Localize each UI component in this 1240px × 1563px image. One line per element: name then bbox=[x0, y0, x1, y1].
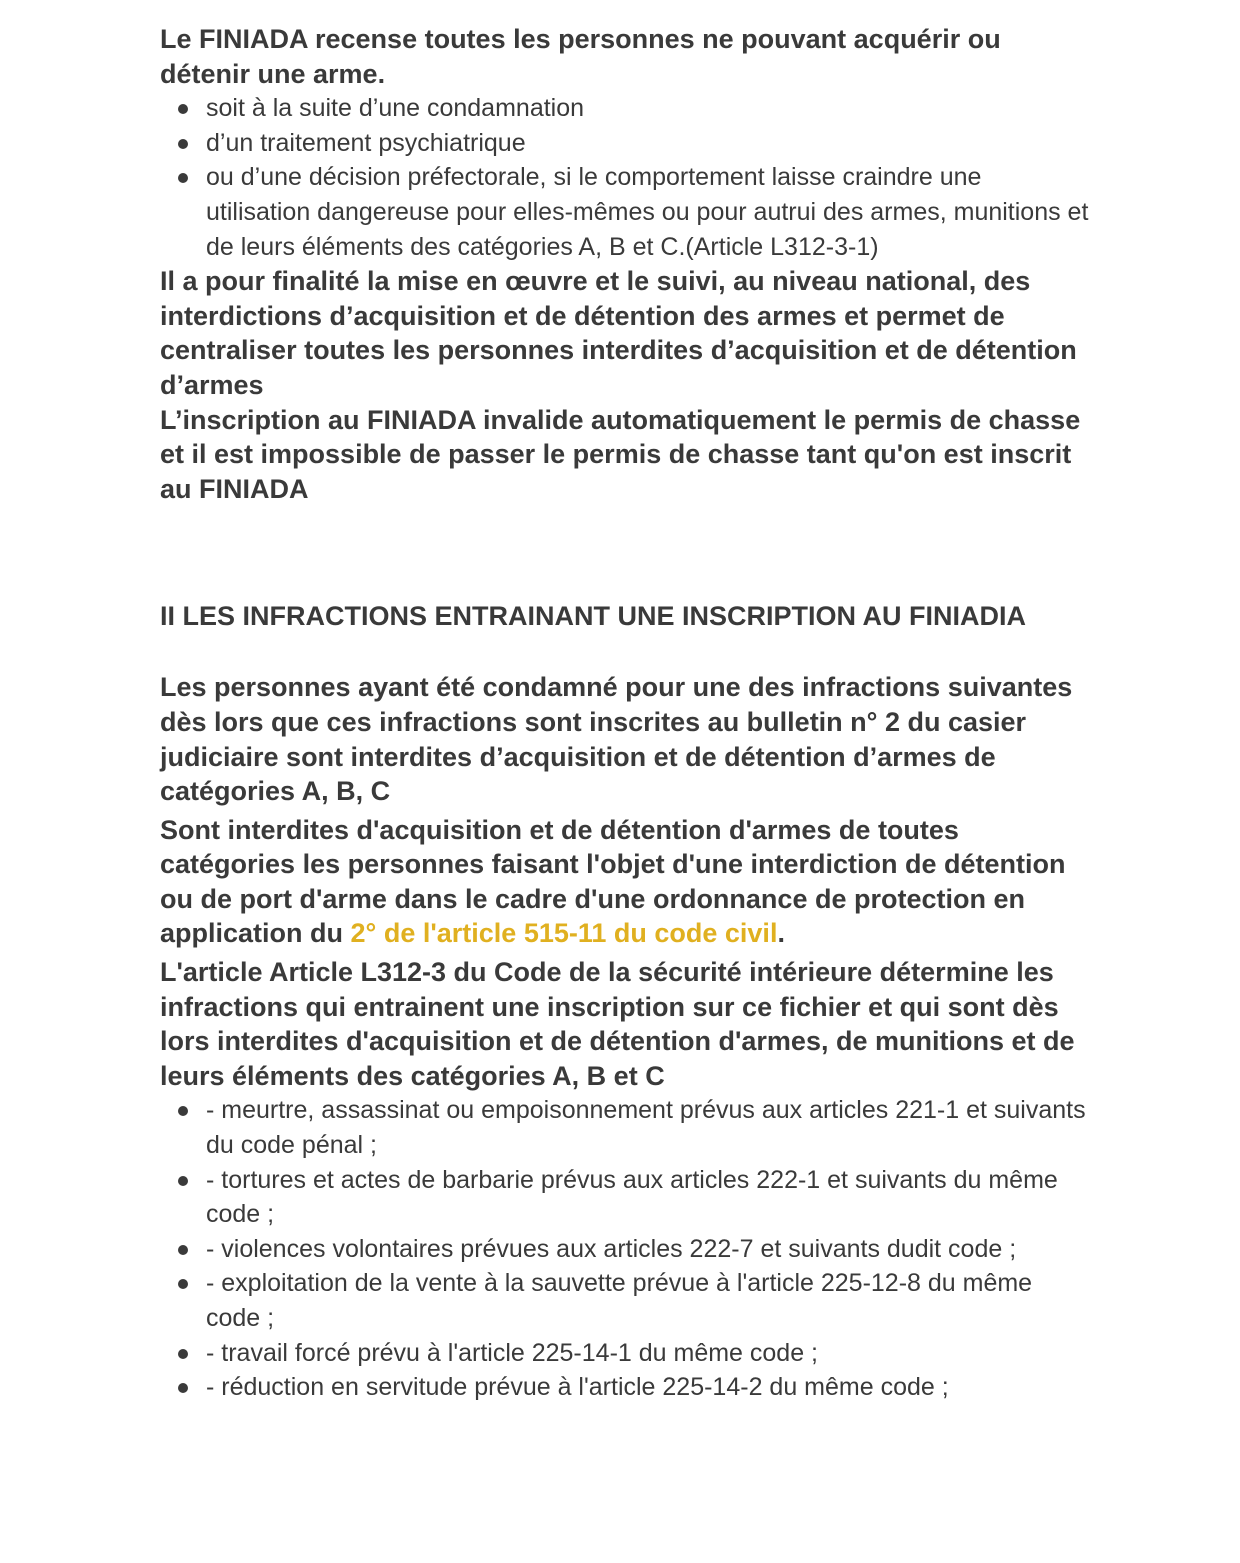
list-item: ou d’une décision préfectorale, si le comportement laisse craindre une utilisation dangereuse pour elles-mêmes ou pour autrui des armes, munitions et de leurs éléments des catégories A, B et C.(Article L312-3-1) bbox=[206, 160, 1090, 264]
hunting-permit-note: L’inscription au FINIADA invalide automatiquement le permis de chasse et il est impossible de passer le permis de chasse tant qu'on est inscrit au FINIADA bbox=[160, 404, 1081, 504]
section-spacer bbox=[160, 506, 1090, 598]
finiada-purpose: Il a pour finalité la mise en œuvre et le suivi, au niveau national, des interdictions d’acquisition et de détention des armes et permet de centraliser toutes les personnes interdites d’acquisition et de détention d’armes bbox=[160, 266, 1077, 400]
reasons-list bbox=[160, 91, 1090, 264]
list-item: - réduction en servitude prévue à l'article 225-14-2 du même code ; bbox=[206, 1370, 1090, 1405]
list-item: d’un traitement psychiatrique bbox=[206, 126, 1090, 161]
document-page bbox=[160, 22, 1090, 1405]
protection-order-paragraph bbox=[160, 813, 1090, 951]
list-item: - violences volontaires prévues aux articles 222-7 et suivants dudit code ; bbox=[206, 1232, 1090, 1267]
convictions-paragraph: Les personnes ayant été condamné pour une des infractions suivantes dès lors que ces infractions sont inscrites au bulletin n° 2 du casier judiciaire sont interdites d’acquisition et de détention d’armes de catégories A, B, C bbox=[160, 672, 1073, 807]
protection-order-text: Sont interdites d'acquisition et de détention d'armes de toutes catégories les personnes faisant l'objet d'une interdiction de détention ou de port d'arme dans le cadre d'une ordonnance de protection en application du bbox=[160, 814, 1066, 949]
protection-order-end: . bbox=[777, 918, 785, 949]
list-item: - exploitation de la vente à la sauvette prévue à l'article 225-12-8 du même code ; bbox=[206, 1266, 1090, 1335]
list-item: - travail forcé prévu à l'article 225-14-1 du même code ; bbox=[206, 1336, 1090, 1371]
list-item: soit à la suite d’une condamnation bbox=[206, 91, 1090, 126]
infractions-list bbox=[160, 1093, 1090, 1404]
finiada-intro: Le FINIADA recense toutes les personnes ne pouvant acquérir ou détenir une arme. bbox=[160, 24, 1001, 89]
section-heading: II LES INFRACTIONS ENTRAINANT UNE INSCRIPTION AU FINIADIA bbox=[160, 601, 1027, 632]
list-item: - tortures et actes de barbarie prévus aux articles 222-1 et suivants du même code ; bbox=[206, 1163, 1090, 1232]
civil-code-link[interactable]: 2° de l'article 515-11 du code civil bbox=[350, 918, 778, 949]
section-spacer bbox=[160, 634, 1090, 670]
list-item: - meurtre, assassinat ou empoisonnement prévus aux articles 221-1 et suivants du code pénal ; bbox=[206, 1093, 1090, 1162]
article-l312-3-paragraph: L'article Article L312-3 du Code de la sécurité intérieure détermine les infractions qui entrainent une inscription sur ce fichier et qui sont dès lors interdites d'acquisition et de détention d'armes, de munitions et de leurs éléments des catégories A, B et C bbox=[160, 957, 1075, 1091]
